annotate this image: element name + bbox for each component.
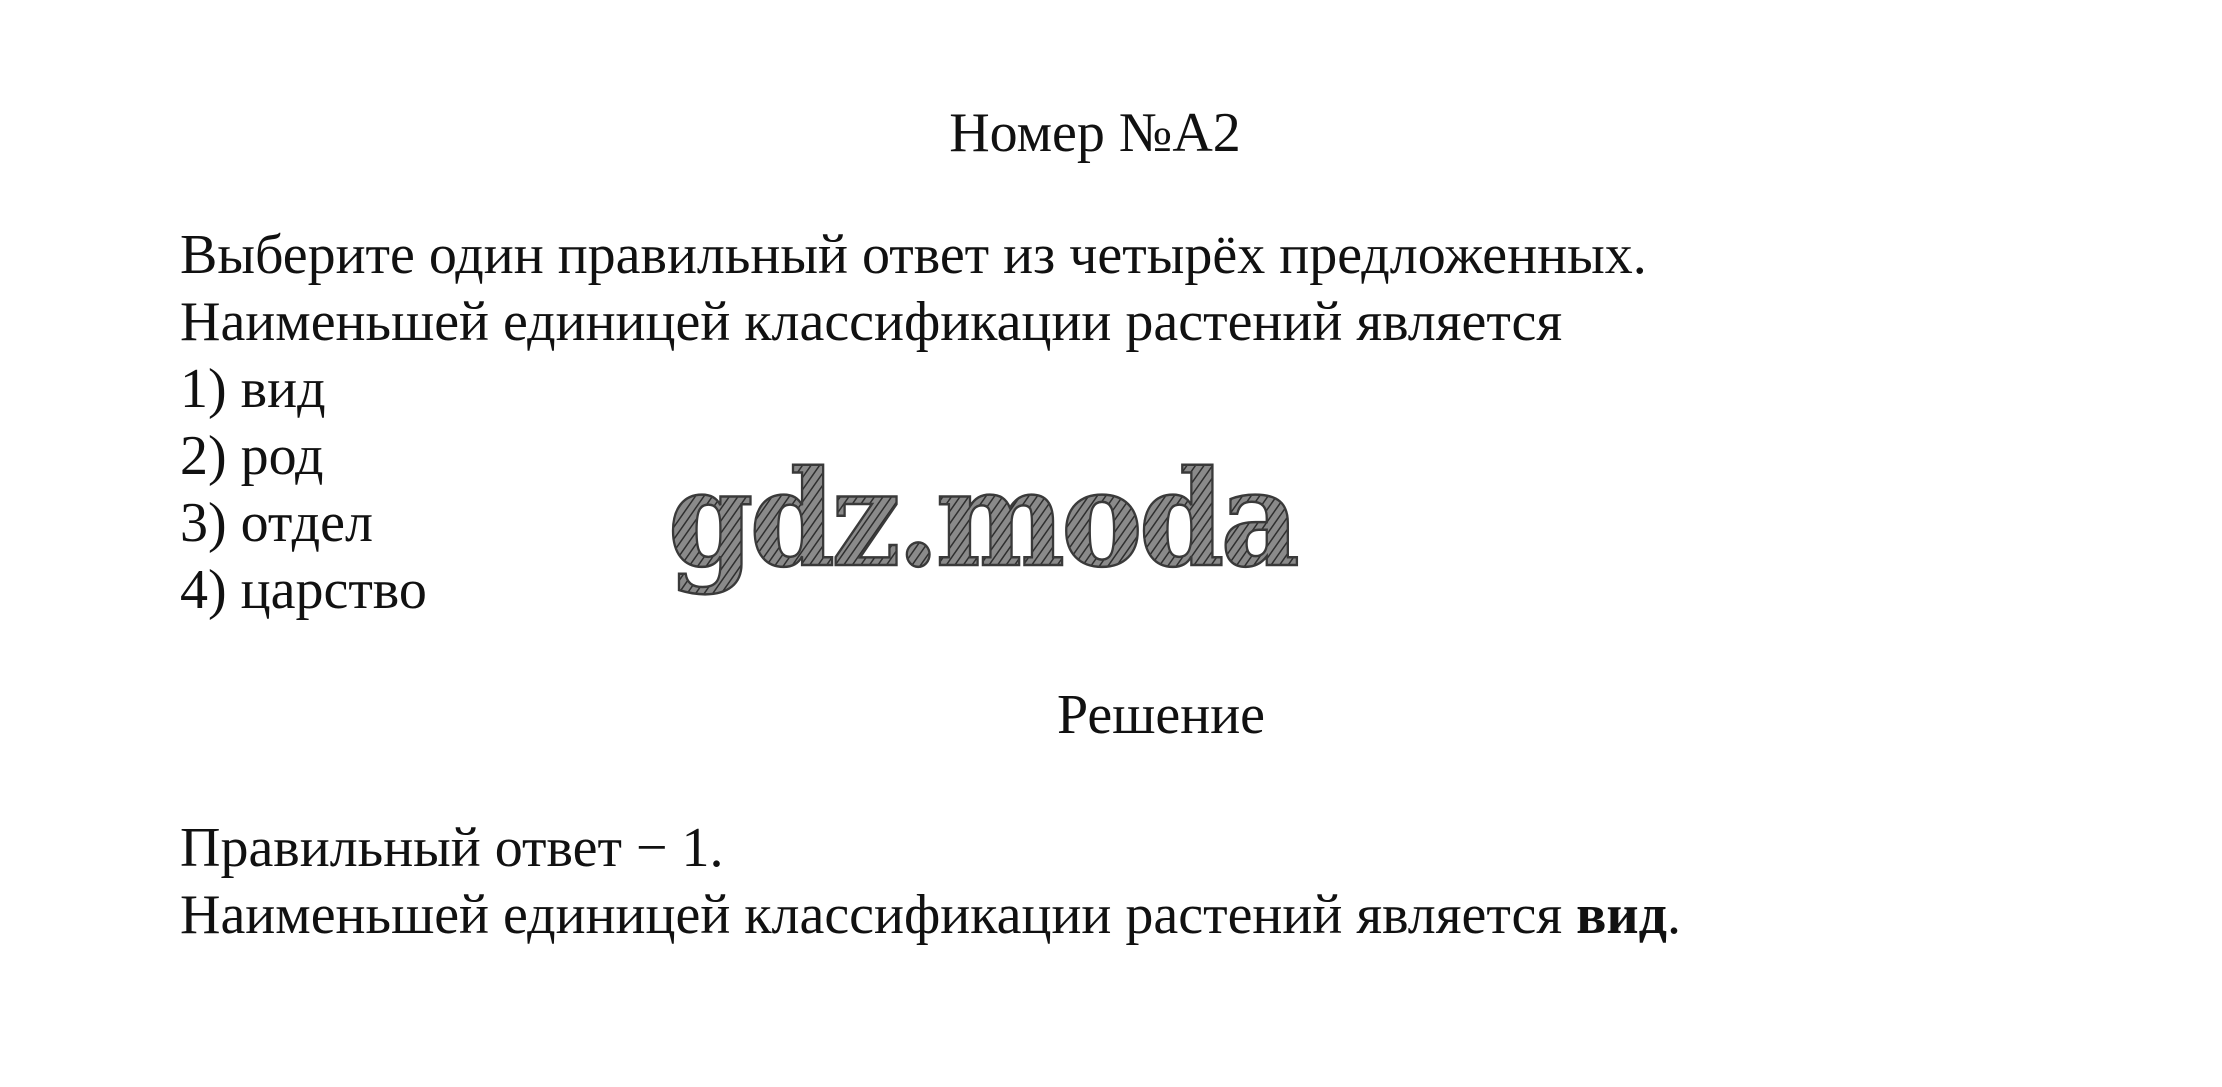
- watermark-logo: [662, 445, 1302, 615]
- answer-option-1: [180, 356, 326, 422]
- option-text: род: [240, 425, 324, 487]
- solution-heading: Решение: [1056, 684, 1266, 746]
- question-text: Наименьшей единицей классификации растений является: [180, 291, 1563, 353]
- svg-text:gdz.moda: gdz.moda: [668, 445, 1298, 597]
- option-number: 2): [180, 425, 227, 487]
- answer-option-4: [180, 557, 427, 623]
- explanation-bold-term: вид: [1576, 884, 1667, 946]
- answer-option-3: [180, 490, 373, 556]
- option-text: вид: [240, 358, 326, 420]
- problem-title: Номер №A2: [949, 102, 1241, 164]
- explanation: [180, 882, 1681, 948]
- answer-option-2: [180, 423, 324, 489]
- explanation-text: Наименьшей единицей классификации растений является: [180, 884, 1577, 946]
- option-text: отдел: [240, 492, 373, 554]
- explanation-period: .: [1666, 884, 1681, 946]
- instruction-text: Выберите один правильный ответ из четырёх предложенных.: [180, 224, 1647, 286]
- option-number: 4): [180, 559, 227, 621]
- option-number: 1): [180, 358, 227, 420]
- correct-answer: Правильный ответ − 1.: [180, 817, 724, 879]
- option-number: 3): [180, 492, 227, 554]
- option-text: царство: [240, 559, 427, 621]
